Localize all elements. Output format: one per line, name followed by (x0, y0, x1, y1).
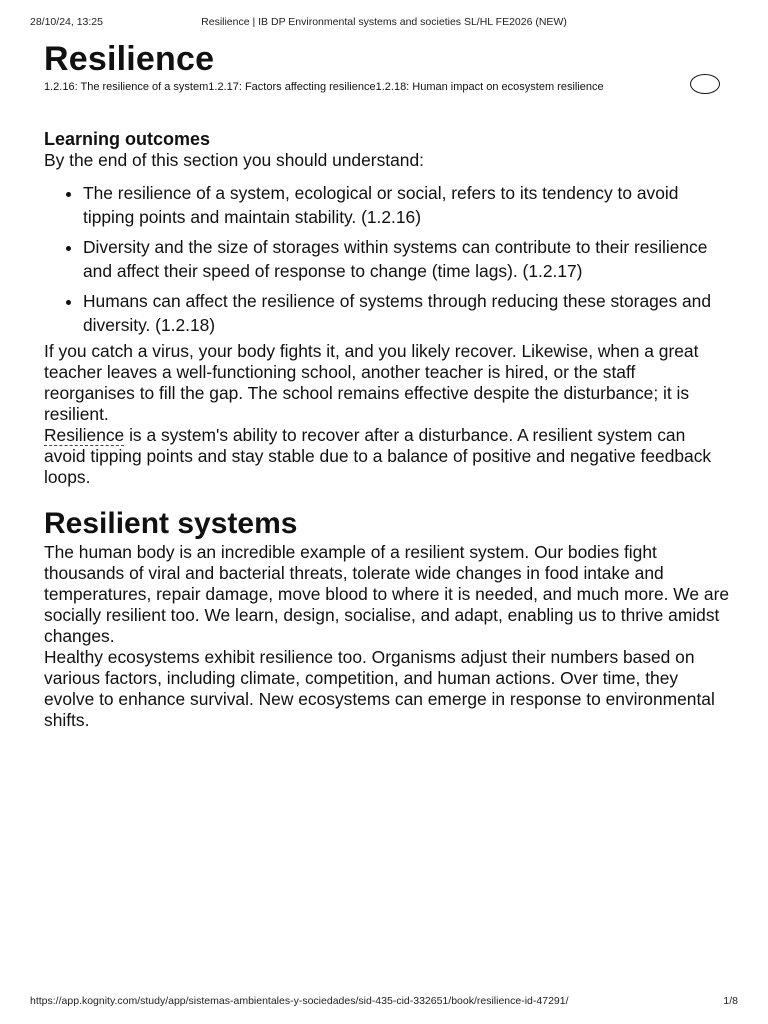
learning-outcomes-heading: Learning outcomes (44, 129, 211, 149)
intro-paragraph: If you catch a virus, your body fights it, and you likely recover. Likewise, when a great teacher leaves a well-functioning school, another teacher is hired, or the staff reorganises to fill the gap. The school remains effective despite the disturbance; it is resilient. (44, 341, 699, 424)
glossary-term-link[interactable]: Resilience (44, 425, 125, 445)
page-title: Resilience (44, 40, 215, 78)
list-item: • The resilience of a system, ecological or social, refers to its tendency to avoid tipping points and maintain stability. (1.2.16) (83, 182, 730, 229)
definition-text: is a system's ability to recover after a disturbance. A resilient system can avoid tipping points and stay stable due to a balance of positive and negative feedback loops. (44, 425, 712, 487)
subtopic-text: 1.2.16: The resilience of a system1.2.17: Factors affecting resilience1.2.18: Human impact on ecosystem resilience (44, 81, 604, 93)
definition-paragraph (44, 425, 730, 488)
subtopic-list (44, 80, 730, 102)
learning-outcomes-list (44, 182, 730, 337)
learning-outcomes-intro: By the end of this section you should understand: (44, 150, 424, 170)
list-item: • Diversity and the size of storages within systems can contribute to their resilience and affect their speed of response to change (time lags). (1.2.17) (83, 236, 730, 283)
body-paragraph: The human body is an incredible example of a resilient system. Our bodies fight thousands of viral and bacterial threats, tolerate wide changes in food intake and temperatures, repair damage, move blood to where it is needed, and much more. We are socially resilient too. We learn, design, socialise, and adapt, enabling us to thrive amidst changes. (44, 542, 730, 646)
print-url: https://app.kognity.com/study/app/sistemas-ambientales-y-sociedades/sid-435-cid-332651/book/resilience-id-47291/ (30, 995, 569, 1007)
print-header (0, 16, 768, 30)
body-paragraph: Healthy ecosystems exhibit resilience too. Organisms adjust their numbers based on various factors, including climate, competition, and human actions. Over time, they evolve to enhance survival. New ecosystems can emerge in response to environmental shifts. (44, 647, 715, 730)
page-number: 1/8 (723, 995, 738, 1007)
print-document-title: Resilience | IB DP Environmental systems and societies SL/HL FE2026 (NEW) (201, 16, 567, 28)
oval-toggle-button[interactable] (690, 74, 720, 94)
section-title: Resilient systems (44, 507, 298, 540)
page-content (44, 38, 730, 731)
print-footer (0, 995, 768, 1009)
print-date: 28/10/24, 13:25 (30, 16, 103, 28)
list-item: • Humans can affect the resilience of systems through reducing these storages and diversity. (1.2.18) (83, 290, 730, 337)
